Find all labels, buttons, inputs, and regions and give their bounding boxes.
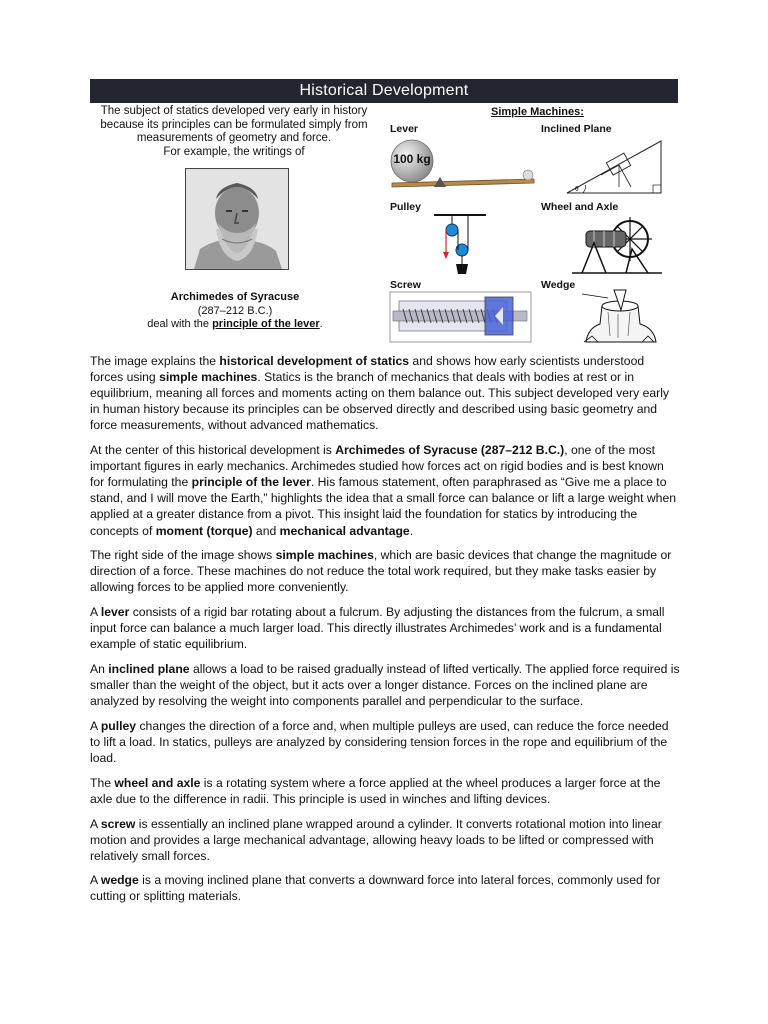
text-run: and shows how early scientists understood forces using — [90, 354, 645, 385]
portrait-caption — [110, 291, 360, 332]
text-run: , which are basic devices that change the magnitude or direction of a force. These machines do not reduce the total work required, but they make tasks easier by allowing forces to be applied more conveniently. — [90, 548, 672, 595]
paragraph-archimedes — [90, 442, 680, 539]
wedge-illustration — [578, 288, 660, 344]
slide-title: Historical Development — [90, 79, 678, 103]
paragraph-wedge — [90, 872, 680, 904]
pulley-illustration — [430, 212, 490, 278]
text-run: A — [90, 816, 101, 831]
text-run: and — [252, 523, 280, 538]
text-run: is essentially an inclined plane wrapped around a cylinder. It converts rotational motion into linear motion and provides a large mechanical advantage, allowing heavy loads to be lifted or compressed with relatively small forces. — [90, 816, 662, 863]
intro-line: For example, the writings of — [163, 145, 305, 158]
text-run: The image explains the — [90, 354, 220, 368]
text-run: is a moving inclined plane that converts a downward force into lateral forces, commonly used for cutting or splitting materials. — [90, 873, 661, 904]
inclined-plane-illustration — [563, 135, 665, 195]
paragraph-screw — [90, 816, 680, 864]
lever-weight-label: 100 kg — [393, 152, 431, 166]
paragraph-lever — [90, 604, 680, 652]
text-run: An — [90, 661, 109, 676]
screw-label: Screw — [390, 279, 421, 291]
text-run: The right side of the image shows — [90, 548, 276, 563]
paragraph-intro — [90, 353, 680, 433]
lever-label: Lever — [390, 123, 419, 135]
paragraph-inclined-plane — [90, 661, 680, 709]
text-run: . His famous statement, often paraphrased as “Give me a place to stand, and I will move the Earth,” highlights the idea that a small force can balance or lift a large weight when applied at a greater distance from a pivot. This insight laid the foundation for statics by introducing the concepts of — [90, 475, 676, 538]
bold-text-run: simple machines — [159, 370, 258, 385]
caption-link: principle of the lever — [212, 318, 320, 330]
body-text — [90, 353, 680, 913]
wheel-and-axle-illustration — [568, 213, 666, 277]
text-run: consists of a rigid bar rotating about a fulcrum. By adjusting the distances from the fulcrum, a small input force can balance a much larger load. This directly illustrates Archimedes’ work and is a fundamental example of static equilibrium. — [90, 605, 665, 652]
bold-text-run: simple machines — [275, 548, 374, 563]
inclined-plane-label: Inclined Plane — [541, 123, 612, 135]
text-run: A — [90, 718, 101, 733]
bold-text-run: mechanical advantage — [279, 523, 410, 538]
text-run: is a rotating system where a force applied at the wheel produces a larger force at the axle due to the difference in radii. This principle is used in winches and lifting devices. — [90, 775, 661, 806]
caption-line — [110, 318, 360, 332]
caption-prefix: deal with the — [147, 318, 213, 330]
lever-illustration — [388, 137, 538, 189]
text-run: A — [90, 873, 101, 888]
bold-text-run: inclined plane — [108, 661, 190, 676]
caption-dates: (287–212 B.C.) — [197, 304, 273, 317]
text-run: changes the direction of a force and, when multiple pulleys are used, can reduce the force needed to lift a load. In statics, pulleys are analyzed by considering tension forces in the rope and equilibrium of the load. — [90, 718, 669, 766]
bold-text-run: wheel and axle — [114, 775, 201, 790]
text-run: At the center of this historical development is — [90, 443, 336, 458]
bold-text-run: screw — [100, 816, 136, 831]
text-run: allows a load to be raised gradually instead of lifted vertically. The applied force required is smaller than the weight of the object, but it acts over a longer distance. Forces on the inclined plane are analyzed by resolving the weight into components parallel and perpendicular to the surface. — [90, 661, 680, 709]
bold-text-run: wedge — [100, 873, 139, 888]
caption-suffix: . — [319, 318, 323, 330]
wedge-label: Wedge — [541, 279, 576, 291]
text-run: . — [409, 523, 414, 538]
svg-text:θ: θ — [575, 186, 579, 193]
screw-illustration — [389, 291, 532, 343]
pulley-label: Pulley — [390, 201, 421, 213]
intro-line: The subject of statics developed very early in history — [100, 105, 368, 117]
archimedes-bust-image — [185, 168, 289, 270]
slide-intro — [92, 105, 376, 159]
text-run: , one of the most important figures in early mechanics. Archimedes studied how forces act on rigid bodies and is best known for formulating the — [90, 443, 664, 490]
bold-text-run: principle of the lever — [191, 475, 311, 490]
text-run: The — [90, 775, 115, 790]
bold-text-run: Archimedes of Syracuse (287–212 B.C.) — [335, 443, 565, 458]
paragraph-wheel-and-axle — [90, 775, 680, 807]
simple-machines-title: Simple Machines: — [491, 106, 584, 118]
caption-name: Archimedes of Syracuse — [170, 291, 300, 303]
text-run: A — [90, 605, 101, 620]
intro-line: because its principles can be formulated simply from — [100, 118, 368, 131]
bold-text-run: moment (torque) — [155, 523, 253, 538]
paragraph-simple-machines — [90, 547, 680, 595]
paragraph-pulley — [90, 718, 680, 766]
bold-text-run: lever — [100, 605, 130, 620]
bold-text-run: pulley — [100, 718, 137, 733]
text-run: . Statics is the branch of mechanics that deals with bodies at rest or in equilibrium, meaning all forces and moments acting on them balance out. This subject developed very early in human history because its principles can be observed directly and described using basic geometry and force measurements, without advanced mathematics. — [90, 370, 669, 433]
wheel-and-axle-label: Wheel and Axle — [541, 201, 619, 213]
bold-text-run: historical development of statics — [219, 354, 410, 368]
intro-line: measurements of geometry and force. — [136, 132, 332, 144]
